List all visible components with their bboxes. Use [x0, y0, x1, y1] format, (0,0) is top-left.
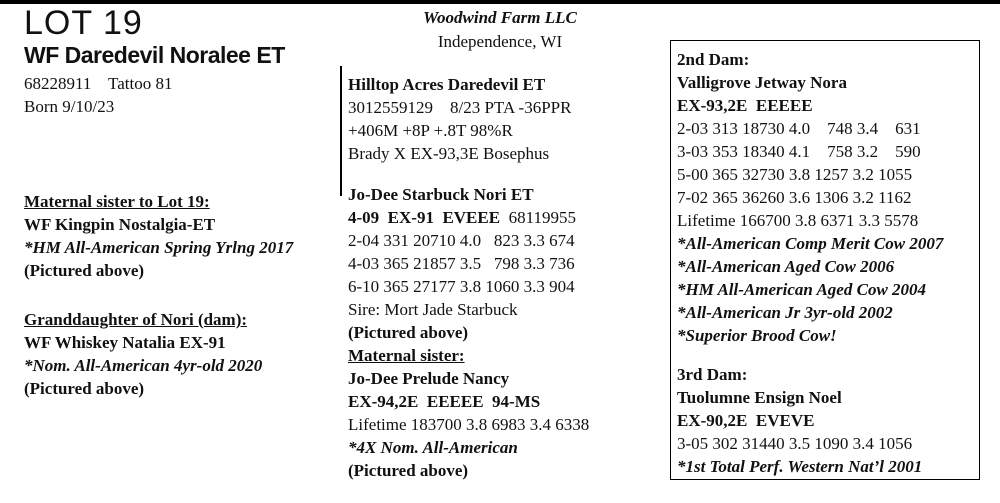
- maternal-sister-pictured: (Pictured above): [24, 261, 145, 280]
- second-dam-heading: 2nd Dam:: [677, 50, 750, 69]
- top-rule: [0, 0, 1000, 4]
- maternal-sister-nancy-lifetime: Lifetime 183700 3.8 6983 3.4 6338: [348, 415, 590, 434]
- sire-line-3: Brady X EX-93,3E Bosephus: [348, 144, 550, 163]
- maternal-sister-name: WF Kingpin Nostalgia-ET: [24, 215, 216, 234]
- dam-class-line: [348, 207, 576, 229]
- second-dam-record: 5-00 365 32730 3.8 1257 3.2 1055: [677, 165, 913, 184]
- second-dam-record: 7-02 365 36260 3.6 1306 3.2 1162: [677, 188, 912, 207]
- maternal-sister-nancy-name: Jo-Dee Prelude Nancy: [348, 369, 510, 388]
- third-dam-name: Tuolumne Ensign Noel: [677, 388, 842, 407]
- sire-name: Hilltop Acres Daredevil ET: [348, 75, 546, 94]
- column-divider: [340, 66, 342, 196]
- maternal-sister-nancy-award: *4X Nom. All-American: [348, 438, 518, 457]
- third-dam-heading: 3rd Dam:: [677, 365, 748, 384]
- dam-class: 4-09 EX-91 EVEEE: [348, 208, 501, 227]
- second-dam-award: *All-American Comp Merit Cow 2007: [677, 234, 944, 253]
- registration-tattoo: 68228911 Tattoo 81: [24, 74, 173, 93]
- second-dam-award: *Superior Brood Cow!: [677, 326, 837, 345]
- dam-record: 2-04 331 20710 4.0 823 3.3 674: [348, 231, 575, 250]
- dam-name: Jo-Dee Starbuck Nori ET: [348, 185, 534, 204]
- dam-pictured: (Pictured above): [348, 323, 469, 342]
- second-dam-lifetime: Lifetime 166700 3.8 6371 3.3 5578: [677, 211, 919, 230]
- second-dam-award: *All-American Jr 3yr-old 2002: [677, 303, 893, 322]
- maternal-sister-heading: Maternal sister to Lot 19:: [24, 192, 210, 211]
- sire-line-1: 3012559129 8/23 PTA -36PPR: [348, 98, 572, 117]
- dam-sire: Sire: Mort Jade Starbuck: [348, 300, 518, 319]
- granddaughter-pictured: (Pictured above): [24, 379, 145, 398]
- birth-date: Born 9/10/23: [24, 97, 115, 116]
- farm-location: Independence, WI: [437, 32, 563, 51]
- maternal-sister-award: *HM All-American Spring Yrlng 2017: [24, 238, 294, 257]
- dam-record: 4-03 365 21857 3.5 798 3.3 736: [348, 254, 575, 273]
- maternal-sister-nancy-class: EX-94,2E EEEEE 94-MS: [348, 392, 541, 411]
- third-dam-record: 3-05 302 31440 3.5 1090 3.4 1056: [677, 434, 913, 453]
- lot-number: LOT 19: [24, 4, 143, 42]
- granddaughter-heading: Granddaughter of Nori (dam):: [24, 310, 248, 329]
- third-dam-class: EX-90,2E EVEVE: [677, 411, 815, 430]
- second-dam-record: 3-03 353 18340 4.1 758 3.2 590: [677, 142, 921, 161]
- second-dam-award: *HM All-American Aged Cow 2004: [677, 280, 927, 299]
- farm-name: Woodwind Farm LLC: [423, 8, 577, 27]
- animal-name: WF Daredevil Noralee ET: [24, 42, 285, 68]
- second-dam-name: Valligrove Jetway Nora: [677, 73, 847, 92]
- second-dam-record: 2-03 313 18730 4.0 748 3.4 631: [677, 119, 921, 138]
- granddaughter-award: *Nom. All-American 4yr-old 2020: [24, 356, 263, 375]
- sire-line-2: +406M +8P +.8T 98%R: [348, 121, 513, 140]
- dam-record: 6-10 365 27177 3.8 1060 3.3 904: [348, 277, 575, 296]
- middle-maternal-sister-heading: Maternal sister:: [348, 346, 465, 365]
- second-dam-class: EX-93,2E EEEEE: [677, 96, 813, 115]
- third-dam-award: *1st Total Perf. Western Nat’l 2001: [677, 457, 923, 476]
- maternal-sister-nancy-pictured: (Pictured above): [348, 461, 469, 480]
- second-dam-award: *All-American Aged Cow 2006: [677, 257, 895, 276]
- dam-reg: 68119955: [508, 208, 576, 227]
- granddaughter-name: WF Whiskey Natalia EX-91: [24, 333, 226, 352]
